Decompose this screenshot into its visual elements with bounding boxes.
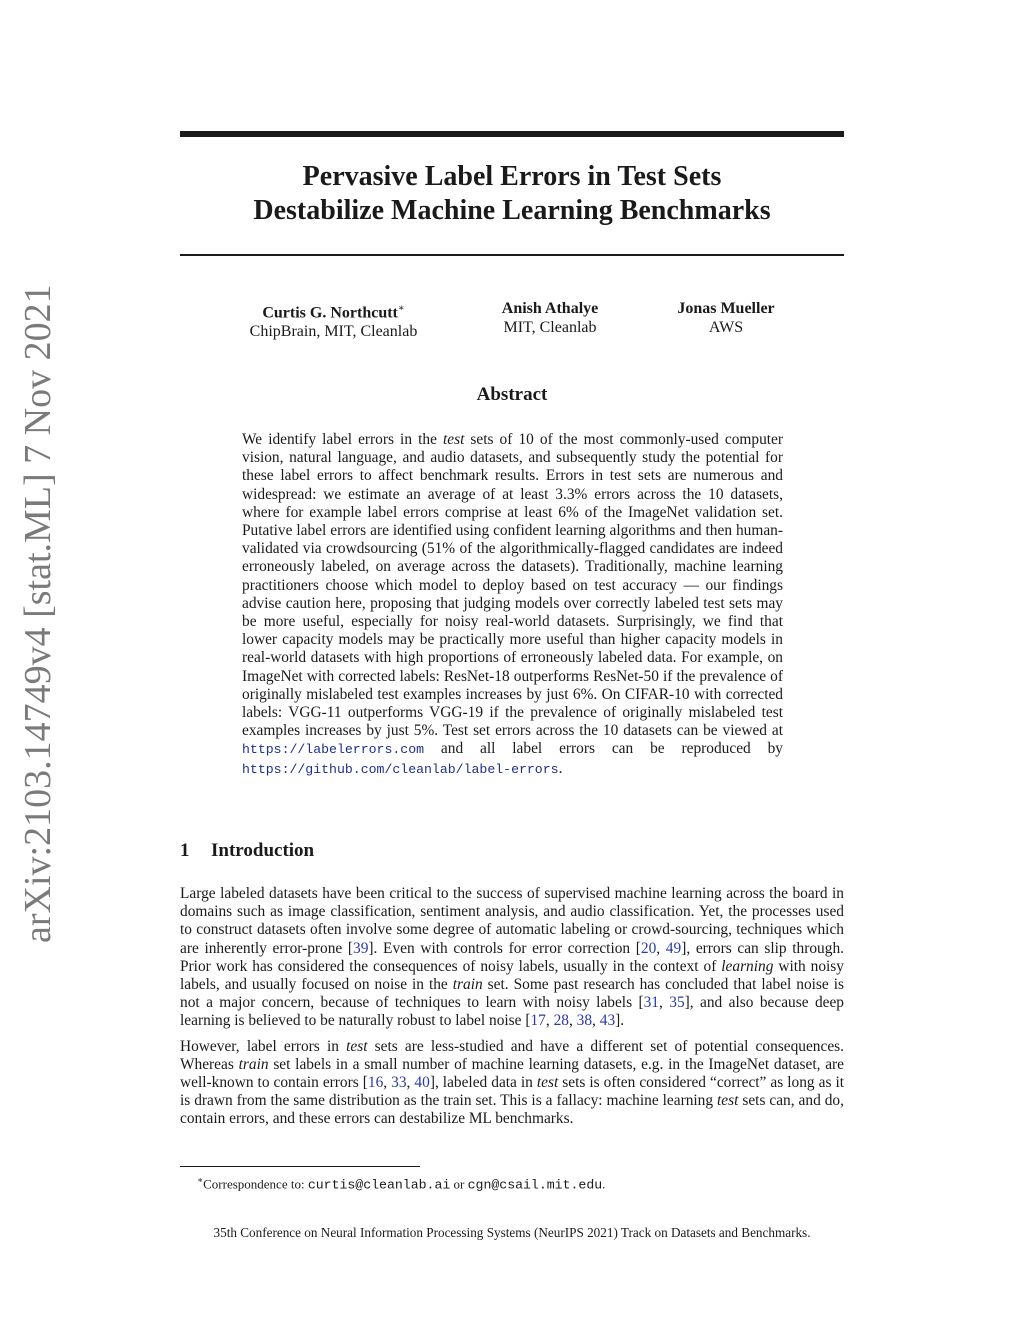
author-name: Curtis G. Northcutt bbox=[262, 304, 398, 322]
citation-link[interactable]: 39 bbox=[353, 939, 369, 957]
section-heading-introduction bbox=[180, 840, 314, 862]
author-athalye bbox=[480, 299, 620, 337]
citation-link[interactable]: 33 bbox=[391, 1074, 407, 1092]
abstract-heading: Abstract bbox=[476, 384, 548, 405]
footnote: ∗Correspondence to: curtis@cleanlab.ai or cgn@csail.mit.edu. bbox=[197, 1175, 606, 1193]
paper-title bbox=[180, 160, 844, 228]
title-line-1: Pervasive Label Errors in Test Sets bbox=[302, 161, 722, 192]
section-number: 1 bbox=[180, 840, 190, 861]
citation-link[interactable]: 17 bbox=[530, 1012, 546, 1030]
author-name: Jonas Mueller bbox=[677, 300, 775, 317]
citation-link[interactable]: 35 bbox=[669, 994, 685, 1012]
footnote-rule bbox=[180, 1166, 420, 1167]
author-affiliation: AWS bbox=[708, 319, 744, 336]
citation-link[interactable]: 38 bbox=[576, 1012, 593, 1030]
labelerrors-link[interactable]: https://labelerrors.com bbox=[242, 742, 425, 758]
arxiv-identifier: arXiv:2103.14749v4 [stat.ML] 7 Nov 2021 bbox=[17, 284, 59, 943]
citation-link[interactable]: 43 bbox=[599, 1012, 616, 1030]
introduction-body bbox=[180, 885, 844, 1136]
author-affiliation: ChipBrain, MIT, Cleanlab bbox=[249, 323, 418, 341]
author-northcutt bbox=[246, 299, 421, 341]
author-mueller bbox=[666, 299, 786, 337]
citation-link[interactable]: 16 bbox=[367, 1074, 384, 1092]
github-link[interactable]: https://github.com/cleanlab/label-errors bbox=[242, 761, 559, 777]
paragraph-2: However, label errors in test sets are less-studied and have a different set of potential consequences. Whereas train set labels in a small number of machine learning datasets, e.g. in the ImageNet dataset, are well-known to contain errors [16, 33, 40], labeled data in test sets is often considered “correct” as long as it is drawn from the same distribution as the train set. This is a fallacy: machine learning test sets can, and do, contain errors, and these errors can destabilize ML benchmarks. bbox=[180, 1037, 845, 1128]
citation-link[interactable]: 20 bbox=[640, 939, 657, 957]
title-top-rule bbox=[180, 131, 844, 137]
citation-link[interactable]: 40 bbox=[414, 1074, 430, 1092]
citation-link[interactable]: 28 bbox=[553, 1012, 569, 1030]
email-curtis: curtis@cleanlab.ai bbox=[307, 1177, 451, 1193]
abstract-body: We identify label errors in the test sets of 10 of the most commonly-used computer vision, natural language, and audio datasets, and subsequently study the potential for these label errors to affect benchmark results. Errors in test sets are numerous and widespread: we estimate an average of at least 3.3% errors across the 10 datasets, where for example label errors comprise at least 6% of the ImageNet validation set. Putative label errors are identified using confident learning algorithms and then human-validated via crowdsourcing (51% of the algorithmically-flagged candidates are indeed erroneously labeled, on average across the datasets). Traditionally, machine learning practitioners choose which model to deploy based on test accuracy — our findings advise caution here, proposing that judging models over correctly labeled test sets may be more useful, especially for noisy real-world datasets. Surprisingly, we find that lower capacity models may be practically more useful than higher capacity models in real-world datasets with high proportions of erroneously labeled data. For example, on ImageNet with corrected labels: ResNet-18 outperforms ResNet-50 if the prevalence of originally mislabeled test examples increases by just 6%. On CIFAR-10 with corrected labels: VGG-11 outperforms VGG-19 if the prevalence of originally mislabeled test examples increases by just 5%. Test set errors across the 10 datasets can be viewed at https://labelerrors.com and all label errors can be reproduced by https://github.com/cleanlab/label-errors. bbox=[242, 431, 784, 777]
paragraph-1: Large labeled datasets have been critical to the success of supervised machine learning across the board in domains such as image classification, sentiment analysis, and audio classification. Yet, the processes used to construct datasets often involve some degree of automatic labeling or crowd-sourcing, techniques which are inherently error-prone [39]. Even with controls for error correction [20, 49], errors can slip through. Prior work has considered the consequences of noisy labels, usually in the context of learning with noisy labels, and usually focused on noise in the train set. Some past research has concluded that label noise is not a major concern, because of techniques to learn with noisy labels [31, 35], and also because deep learning is believed to be naturally robust to label noise [17, 28, 38, 43]. bbox=[180, 885, 844, 1030]
title-bottom-rule bbox=[180, 254, 844, 256]
author-affiliation: MIT, Cleanlab bbox=[503, 319, 597, 336]
citation-link[interactable]: 31 bbox=[643, 994, 659, 1012]
author-name: Anish Athalye bbox=[501, 300, 599, 317]
section-title: Introduction bbox=[211, 840, 315, 861]
email-cgn: cgn@csail.mit.edu bbox=[467, 1177, 603, 1193]
citation-link[interactable]: 49 bbox=[665, 939, 682, 957]
conference-footer: 35th Conference on Neural Information Processing Systems (NeurIPS 2021) Track on Datasets and Benchmarks. bbox=[213, 1225, 811, 1240]
title-line-2: Destabilize Machine Learning Benchmarks bbox=[253, 195, 771, 226]
footnote-mark: ∗ bbox=[397, 303, 405, 314]
